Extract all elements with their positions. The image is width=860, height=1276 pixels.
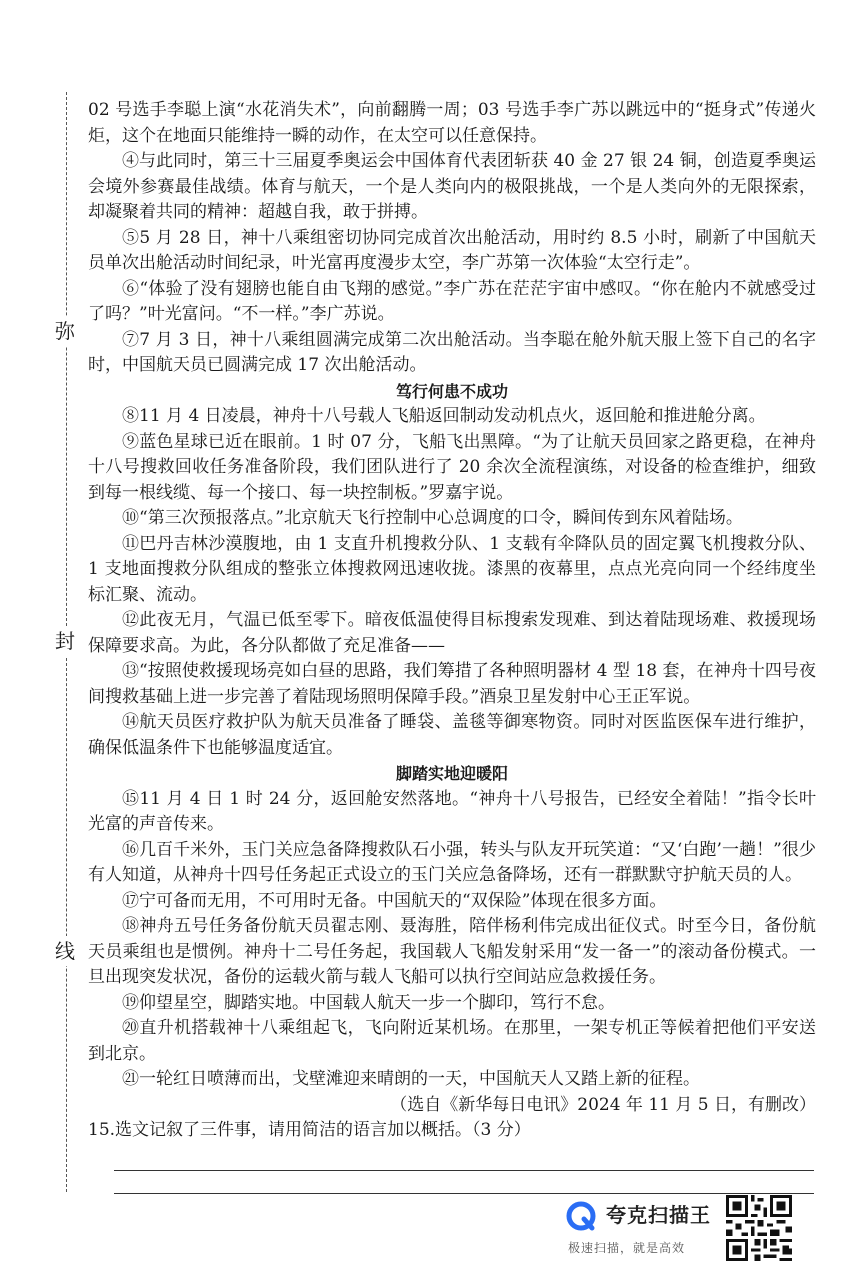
section-heading: 脚踏实地迎暖阳 [395,764,508,783]
paragraph: ⑩“第三次预报落点。”北京航天飞行控制中心总调度的口令，瞬间传到东风着陆场。 [122,508,743,528]
watermark-title: 夸克扫描王 [606,1203,711,1227]
paragraph: ⑬“按照使救援现场亮如白昼的思路，我们筹措了各种照明器材 4 型 18 套，在神舟十四号夜间搜救基础上进一步完善了着陆现场照明保障手段。”酒泉卫星发射中心王正军说。 [88,661,816,707]
quark-logo-icon [566,1201,596,1231]
paragraph: ④与此同时，第三十三届夏季奥运会中国体育代表团斩获 40 金 27 银 24 铜，创造夏季奥运会境外参赛最佳战绩。体育与航天，一个是人类向内的极限挑战，一个是人类向外的无限探索，却凝聚着共同的精神：超越自我，敢于拼搏。 [88,151,816,222]
paragraph: ㉑一轮红日喷薄而出，戈壁滩迎来晴朗的一天，中国航天人又踏上新的征程。 [122,1069,700,1089]
paragraph: ⑮11 月 4 日 1 时 24 分，返回舱安然落地。“神舟十八号报告，已经安全着陆！”指令长叶光富的声音传来。 [88,788,816,834]
paragraph: ⑳直升机搭载神十八乘组起飞，飞向附近某机场。在那里，一架专机正等候着把他们平安送到北京。 [88,1018,816,1064]
paragraph: ⑨蓝色星球已近在眼前。1 时 07 分，飞船飞出黑障。“为了让航天员回家之路更稳，在神舟十八号搜救回收任务准备阶段，我们团队进行了 20 余次全流程演练，对设备的检查维护，细致到每一根线缆、每一个接口、每一块控制板。”罗嘉宇说。 [88,431,816,503]
article-body [88,98,816,1194]
paragraph: ⑤5 月 28 日，神十八乘组密切协同完成首次出舱活动，用时约 8.5 小时，刷新了中国航天员单次出舱活动时间纪录，叶光富再度漫步太空，李广苏第一次体验“太空行走”。 [88,227,816,273]
binding-mark-feng: 封 [50,626,80,656]
binding-mark-mi: 弥 [50,316,80,346]
paragraph: ⑥“体验了没有翅膀也能自由飞翔的感觉。”李广苏在茫茫宇宙中感叹。“你在舱内不就感受过了吗？”叶光富问。“不一样。”李广苏说。 [88,278,816,324]
source-note: （选自《新华每日电讯》2024 年 11 月 5 日，有删改） [390,1094,816,1115]
paragraph: ⑱神舟五号任务备份航天员翟志刚、聂海胜，陪伴杨利伟完成出征仪式。时至今日，备份航天员乘组也是惯例。神舟十二号任务起，我国载人飞船发射采用“发一备一”的滚动备份模式。一旦出现突发状况，备份的运载火箭与载人飞船可以执行空间站应急救援任务。 [88,916,816,987]
paragraph: ⑯几百千米外，玉门关应急备降搜救队石小强，转头与队友开玩笑道：“又‘白跑’一趟！”很少有人知道，从神舟十四号任务起正式设立的玉门关应急备降场，还有一群默默守护航天员的人。 [88,839,816,885]
scanner-watermark [566,1195,806,1265]
paragraph: ⑭航天员医疗救护队为航天员准备了睡袋、盖毯等御寒物资。同时对医监医保车进行维护，确保低温条件下也能够温度适宜。 [88,712,816,758]
paragraph: ⑲仰望星空，脚踏实地。中国载人航天一步一个脚印，笃行不怠。 [122,992,615,1013]
paragraph: 02 号选手李聪上演“水花消失术”，向前翻腾一周；03 号选手李广苏以跳远中的“挺身式”传递火炬，这个在地面只能维持一瞬的动作，在太空可以任意保持。 [88,100,816,146]
paragraph: ⑰宁可备而无用，不可用时无备。中国航天的“双保险”体现在很多方面。 [122,890,667,911]
watermark-subtitle: 极速扫描，就是高效 [568,1241,686,1255]
paragraph: ⑪巴丹吉林沙漠腹地，由 1 支直升机搜救分队、1 支载有伞降队员的固定翼飞机搜救分队、1 支地面搜救分队组成的整张立体搜救网迅速收拢。漆黑的夜幕里，点点光亮向同一个经纬度坐标汇聚、流动。 [88,533,816,605]
paragraph: ⑦7 月 3 日，神十八乘组圆满完成第二次出舱活动。当李聪在舱外航天服上签下自己的名字时，中国航天员已圆满完成 17 次出舱活动。 [88,329,816,375]
answer-line[interactable] [114,1170,814,1171]
paragraph: ⑫此夜无月，气温已低至零下。暗夜低温使得目标搜索发现难、到达着陆现场难、救援现场保障要求高。为此，各分队都做了充足准备—— [88,610,816,656]
section-heading: 笃行何患不成功 [395,381,508,401]
binding-mark-xian: 线 [50,936,80,966]
paragraph: 15.选文记叙了三件事，请用简洁的语言加以概括。（3 分） [88,1120,531,1140]
paragraph: ⑧11 月 4 日凌晨，神舟十八号载人飞船返回制动发动机点火，返回舱和推进舱分离。 [122,406,766,426]
qr-code-icon [726,1195,792,1261]
answer-line[interactable] [114,1193,814,1194]
